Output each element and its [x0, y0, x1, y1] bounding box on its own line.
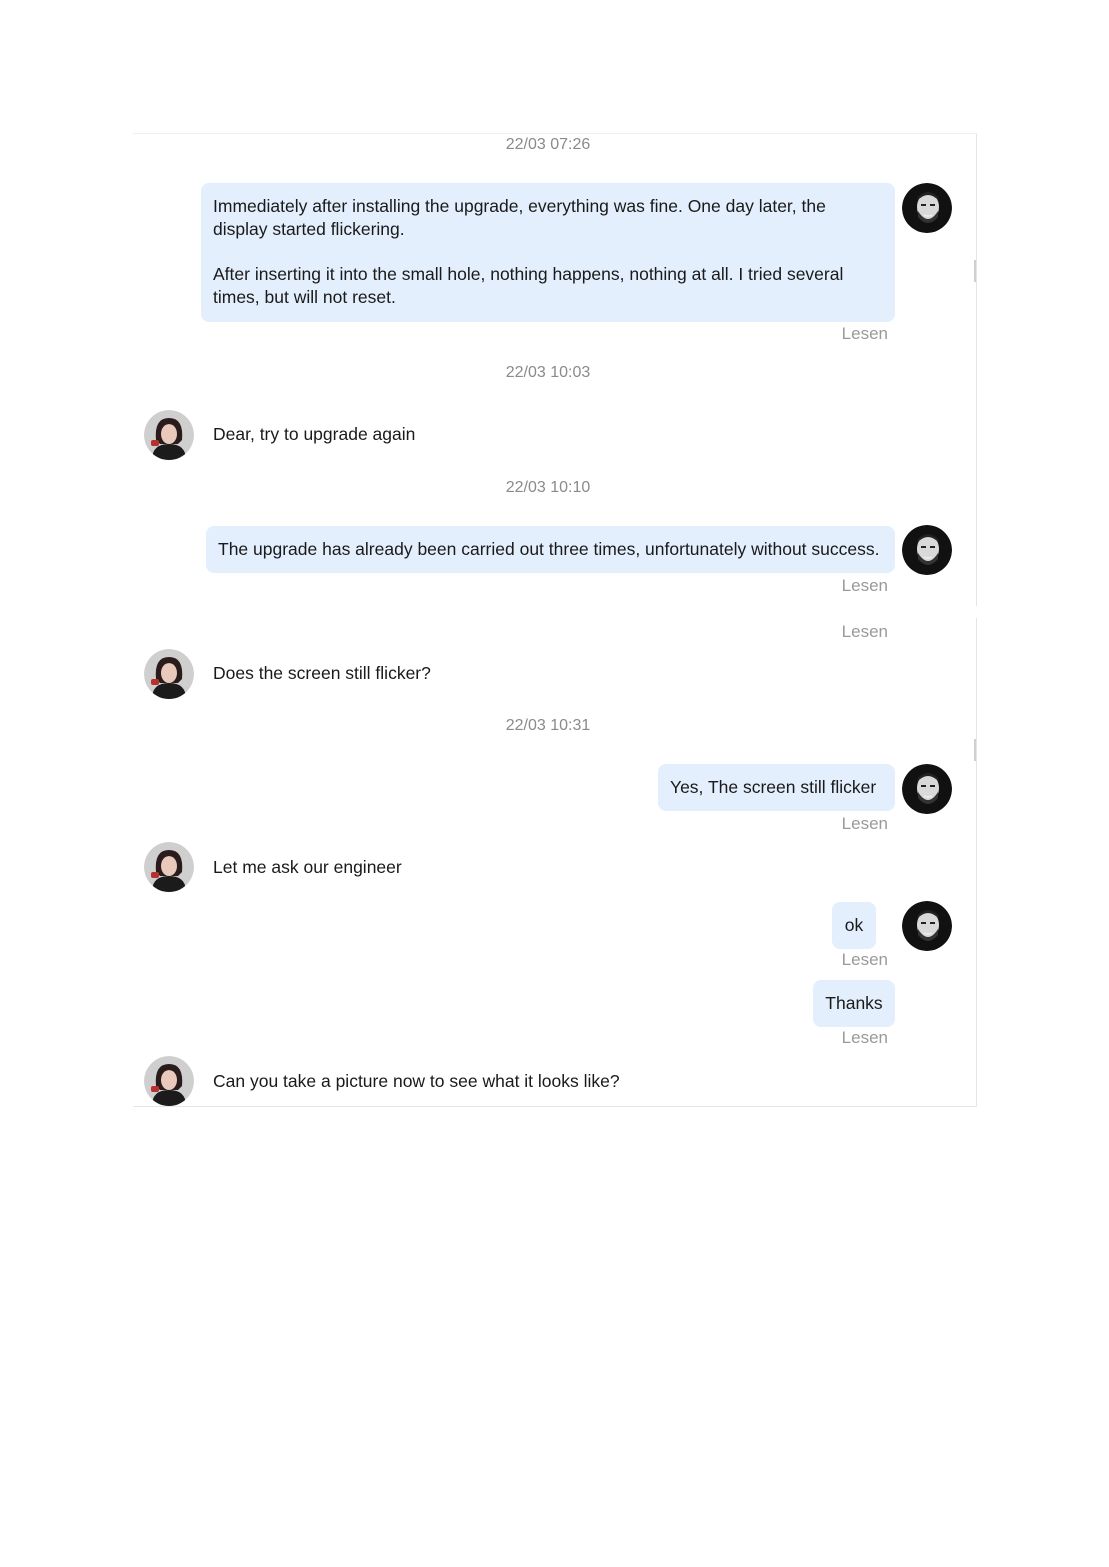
scrollbar-thumb[interactable] [974, 739, 977, 761]
timestamp: 22/03 07:26 [505, 136, 591, 153]
bearded-man-avatar-icon [902, 525, 952, 575]
agent-avatar[interactable] [144, 649, 194, 699]
read-status: Lesen [841, 814, 888, 833]
agent-avatar[interactable] [144, 842, 194, 892]
message-paragraph: After inserting it into the small hole, nothing happens, nothing at all. I tried several times, but will not reset. [213, 264, 844, 307]
scrollbar-thumb[interactable] [974, 260, 977, 282]
bearded-man-avatar-icon [902, 183, 952, 233]
chat-panel-lower [133, 618, 977, 1107]
message-text: Thanks [825, 993, 883, 1013]
user-avatar[interactable] [902, 183, 952, 233]
incoming-message: Can you take a picture now to see what it looks like? [213, 1071, 620, 1091]
bearded-man-avatar-icon [902, 764, 952, 814]
support-agent-avatar-icon [144, 1056, 194, 1106]
support-agent-avatar-icon [144, 410, 194, 460]
outgoing-message-bubble[interactable] [201, 183, 895, 322]
timestamp: 22/03 10:03 [505, 364, 591, 381]
chat-panel-upper [133, 133, 977, 606]
support-agent-avatar-icon [144, 649, 194, 699]
user-avatar[interactable] [902, 525, 952, 575]
support-agent-avatar-icon [144, 842, 194, 892]
outgoing-message-bubble[interactable] [813, 980, 895, 1027]
user-avatar[interactable] [902, 901, 952, 951]
timestamp: 22/03 10:31 [505, 717, 591, 734]
outgoing-message-bubble[interactable] [832, 902, 876, 949]
incoming-message: Does the screen still flicker? [213, 663, 431, 683]
read-status: Lesen [841, 576, 888, 595]
timestamp: 22/03 10:10 [505, 479, 591, 496]
message-text: Yes, The screen still flicker [670, 777, 877, 797]
incoming-message: Dear, try to upgrade again [213, 424, 416, 444]
read-status: Lesen [841, 622, 888, 641]
outgoing-message-bubble[interactable] [658, 764, 895, 811]
outgoing-message-bubble[interactable] [206, 526, 895, 573]
message-text: ok [844, 915, 864, 935]
message-text: The upgrade has already been carried out three times, unfortunately without success. [218, 539, 880, 559]
user-avatar[interactable] [902, 764, 952, 814]
read-status: Lesen [841, 324, 888, 343]
agent-avatar[interactable] [144, 410, 194, 460]
agent-avatar[interactable] [144, 1056, 194, 1106]
message-paragraph: Immediately after installing the upgrade, everything was fine. One day later, the display started flickering. [213, 196, 826, 239]
incoming-message: Let me ask our engineer [213, 857, 402, 877]
read-status: Lesen [841, 1028, 888, 1047]
read-status: Lesen [841, 950, 888, 969]
bearded-man-avatar-icon [902, 901, 952, 951]
